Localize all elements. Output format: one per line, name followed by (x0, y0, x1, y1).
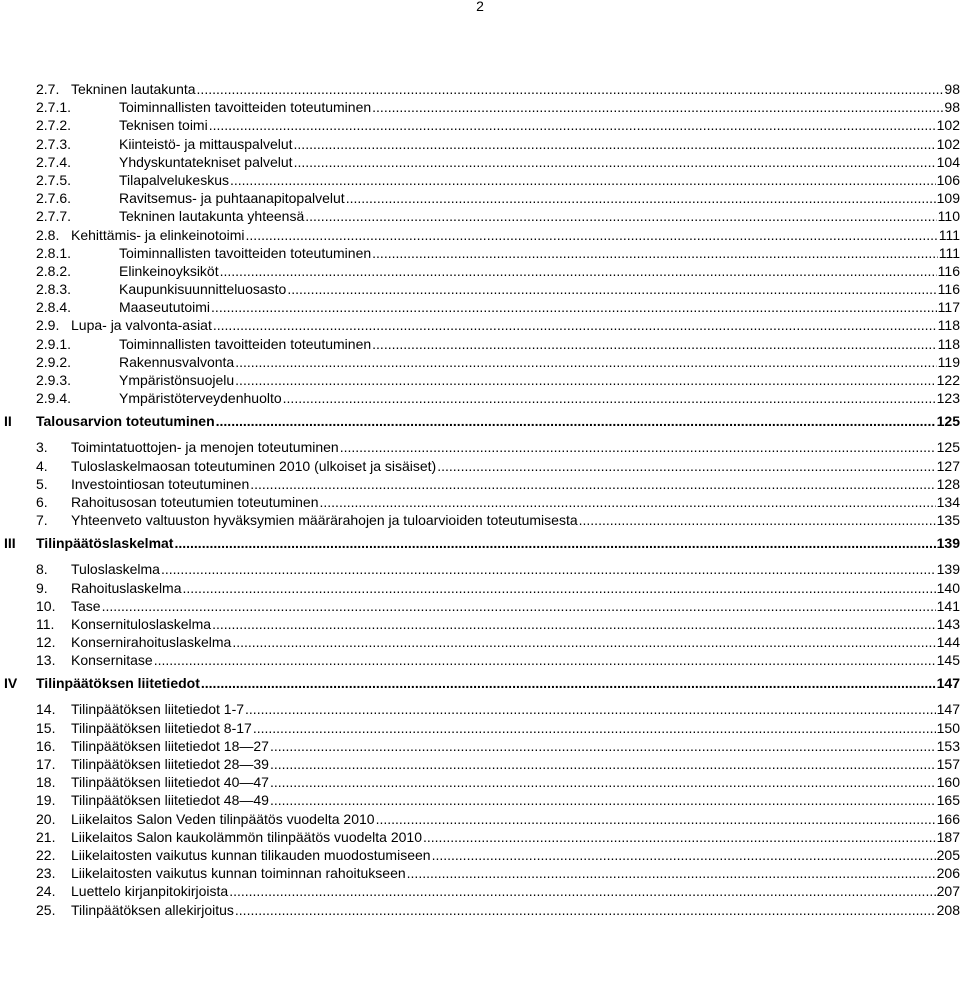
toc-entry-number: 2.7. (36, 81, 60, 97)
toc-entry-page: 118 (937, 317, 960, 334)
toc-entry-title: Investointiosan toteutuminen (71, 475, 250, 492)
toc-entry[interactable] (0, 882, 960, 900)
dot-leader (270, 755, 936, 773)
toc-entry-number: 18. (36, 774, 56, 791)
toc-entry-title: Konsernituloslaskelma (71, 615, 212, 632)
toc-entry-page: 106 (936, 171, 960, 188)
toc-entry-title: Lupa- ja valvonta-asiat (71, 317, 212, 334)
toc-entry[interactable] (0, 353, 960, 371)
toc-entry[interactable] (0, 207, 960, 225)
dot-leader (212, 615, 936, 633)
toc-entry-body (119, 262, 960, 280)
dot-leader (183, 579, 936, 597)
toc-entry-number: 12. (36, 634, 56, 651)
toc-entry-title: Liikelaitos Salon kaukolämmön tilinpäätös vuodelta 2010 (71, 828, 422, 845)
toc-entry-page: 205 (936, 846, 960, 863)
dot-leader (245, 700, 936, 718)
toc-entry-number: 23. (36, 865, 56, 882)
toc-entry-page: 207 (936, 883, 960, 900)
toc-entry[interactable] (0, 98, 960, 116)
toc-entry-body (71, 901, 960, 919)
toc-entry[interactable] (0, 189, 960, 207)
toc-entry-title: Ravitsemus- ja puhtaanapitopalvelut (119, 190, 345, 207)
toc-entry-body (119, 207, 960, 225)
toc-entry-number: 2.7.2. (36, 117, 72, 134)
toc-entry-number: 16. (36, 737, 56, 754)
toc-entry-number: 13. (36, 652, 56, 669)
toc-entry-title: Ympäristöterveydenhuolto (119, 390, 282, 407)
toc-entry-body (119, 135, 960, 153)
toc-entry-page: 208 (936, 901, 960, 918)
toc-entry[interactable] (0, 810, 960, 828)
toc-entry[interactable] (0, 457, 960, 475)
toc-entry[interactable] (0, 371, 960, 389)
toc-entry[interactable] (0, 532, 960, 557)
toc-entry-title: Ympäristönsuojelu (119, 372, 235, 388)
toc-entry-body (71, 719, 960, 737)
toc-entry[interactable] (0, 475, 960, 493)
dot-leader (161, 560, 936, 578)
toc-entry-page: 119 (937, 353, 960, 370)
toc-entry-page: 110 (937, 208, 960, 225)
toc-entry[interactable] (0, 262, 960, 280)
toc-entry-body (119, 171, 960, 189)
toc-entry-number: 2.9.1. (36, 335, 72, 352)
toc-entry-page: 206 (936, 865, 960, 882)
toc-entry-body (71, 457, 960, 475)
toc-entry-title: Kehittämis- ja elinkeinotoimi (71, 226, 245, 243)
dot-leader (209, 116, 936, 134)
toc-entry-title: Maaseututoimi (119, 299, 211, 316)
toc-entry[interactable] (0, 672, 960, 697)
toc-entry[interactable] (0, 438, 960, 456)
toc-entry-number: 19. (36, 792, 56, 809)
toc-entry[interactable] (0, 737, 960, 755)
toc-entry-number: 2.7.1. (36, 99, 72, 116)
toc-entry-page: 128 (936, 475, 960, 492)
toc-entry-title: Yhteenveto valtuuston hyväksymien määrärahojen ja tuloarvioiden toteutumisesta (71, 512, 578, 529)
toc-entry-title: Elinkeinoyksiköt (119, 262, 219, 279)
toc-entry-title: Tilinpäätöksen liitetiedot 8-17 (71, 719, 252, 736)
dot-leader (216, 410, 936, 432)
toc-entry-number: 4. (36, 457, 48, 474)
toc-entry-page: 104 (936, 153, 960, 170)
dot-leader (270, 773, 936, 791)
toc-entry-body (71, 846, 960, 864)
toc-entry-body (71, 810, 960, 828)
toc-entry-body (71, 755, 960, 773)
dot-leader (213, 316, 937, 334)
toc-entry-title: Tekninen lautakunta yhteensä (119, 208, 305, 225)
toc-entry-page: 187 (936, 828, 960, 845)
toc-entry-number: 2.9. (36, 317, 60, 334)
toc-entry[interactable] (0, 700, 960, 718)
toc-entry-body (71, 828, 960, 846)
toc-entry-body (119, 353, 960, 371)
toc-entry-title: Rakennusvalvonta (119, 353, 235, 370)
dot-leader (287, 280, 936, 298)
dot-leader (102, 597, 936, 615)
toc-entry-body (71, 700, 960, 718)
toc-entry-page: 141 (936, 597, 960, 614)
toc-entry-body (71, 80, 960, 98)
toc-entry-number: 17. (36, 756, 56, 772)
toc-entry-number: 2.8.1. (36, 244, 72, 261)
toc-entry-number: 2.7.4. (36, 153, 72, 170)
toc-entry[interactable] (0, 828, 960, 846)
toc-entry[interactable] (0, 773, 960, 791)
toc-entry[interactable] (0, 226, 960, 244)
toc-entry-page: 117 (937, 299, 960, 316)
toc-entry-page: 160 (936, 774, 960, 791)
toc-entry-page: 102 (936, 117, 960, 134)
toc-entry[interactable] (0, 597, 960, 615)
toc-entry-body (71, 737, 960, 755)
toc-entry-page: 125 (936, 439, 960, 456)
toc-entry-body (119, 389, 960, 407)
toc-entry-number: 2.7.3. (36, 135, 72, 152)
toc-entry-title: Toimintatuottojen- ja menojen toteutuminen (71, 439, 339, 456)
toc-entry-page: 111 (938, 244, 960, 261)
toc-entry-page: 102 (936, 135, 960, 152)
toc-entry-page: 145 (936, 652, 960, 669)
toc-entry-page: 111 (938, 226, 960, 243)
dot-leader (437, 457, 935, 475)
toc-entry-title: Luettelo kirjanpitokirjoista (71, 883, 229, 900)
toc-entry-number: 24. (36, 883, 56, 900)
toc-entry-title: Tuloslaskelmaosan toteutuminen 2010 (ulkoiset ja sisäiset) (71, 457, 437, 474)
toc-entry[interactable] (0, 171, 960, 189)
toc-entry[interactable] (0, 615, 960, 633)
dot-leader (270, 791, 936, 809)
toc-entry[interactable] (0, 493, 960, 511)
toc-entry-title: Liikelaitosten vaikutus kunnan tilikauden muodostumiseen (71, 846, 431, 863)
toc-entry-body (119, 189, 960, 207)
toc-entry-title: Teknisen toimi (119, 117, 208, 134)
toc-entry-title: Tilinpäätöksen liitetiedot 1-7 (71, 701, 245, 718)
toc-entry-page: 98 (944, 81, 960, 97)
toc-entry-number: 6. (36, 493, 48, 510)
toc-entry-number: IV (4, 675, 18, 692)
toc-entry-title: Konsernitase (71, 652, 153, 669)
toc-entry-title: Toiminnallisten tavoitteiden toteutuminen (119, 244, 372, 261)
toc-entry-title: Toiminnallisten tavoitteiden toteutuminen (119, 335, 372, 352)
toc-entry-title: Toiminnallisten tavoitteiden toteutuminen (119, 99, 372, 116)
toc-entry-number: 20. (36, 810, 56, 827)
toc-entry-number: 2.8. (36, 226, 60, 243)
table-of-contents (0, 80, 960, 919)
toc-entry-page: 118 (937, 335, 960, 352)
toc-entry[interactable] (0, 846, 960, 864)
toc-entry-page: 147 (936, 701, 960, 718)
toc-entry[interactable] (0, 755, 960, 773)
toc-entry[interactable] (0, 511, 960, 529)
dot-leader (407, 864, 936, 882)
toc-entry-page: 125 (936, 413, 960, 430)
dot-leader (229, 882, 935, 900)
toc-entry-number: 14. (36, 701, 56, 718)
toc-entry-page: 135 (936, 512, 960, 529)
toc-entry-body (71, 475, 960, 493)
toc-entry-number: 15. (36, 719, 56, 736)
toc-entry-page: 166 (936, 810, 960, 827)
toc-entry[interactable] (0, 864, 960, 882)
toc-entry-title: Tuloslaskelma (71, 561, 160, 578)
toc-entry-body (71, 493, 960, 511)
toc-entry-body (71, 438, 960, 456)
toc-entry-body (71, 316, 960, 334)
toc-entry[interactable] (0, 410, 960, 435)
toc-entry-page: 98 (944, 99, 960, 116)
dot-leader (320, 493, 936, 511)
toc-entry-number: 3. (36, 439, 48, 456)
toc-entry-title: Rahoitusosan toteutumien toteutuminen (71, 493, 319, 510)
toc-entry-body (71, 651, 960, 669)
toc-entry-number: 10. (36, 597, 56, 614)
toc-entry-body (36, 672, 960, 694)
dot-leader (154, 651, 936, 669)
toc-entry-body (36, 532, 960, 554)
toc-entry-page: 122 (936, 372, 960, 388)
toc-entry[interactable] (0, 901, 960, 919)
dot-leader (372, 244, 938, 262)
dot-leader (250, 475, 935, 493)
toc-entry-body (71, 226, 960, 244)
toc-entry-number: 2.8.3. (36, 281, 72, 298)
toc-entry-page: 150 (936, 719, 960, 736)
dot-leader (197, 80, 944, 98)
toc-entry[interactable] (0, 135, 960, 153)
toc-entry-title: Talousarvion toteutuminen (36, 410, 216, 432)
toc-entry[interactable] (0, 80, 960, 98)
toc-entry-body (36, 410, 960, 432)
toc-entry-number: 2.7.6. (36, 190, 72, 207)
toc-entry-page: 165 (936, 792, 960, 809)
dot-leader (235, 353, 936, 371)
toc-entry-body (119, 298, 960, 316)
dot-leader (294, 135, 936, 153)
toc-entry-title: Tilinpäätöksen liitetiedot 48—49 (71, 792, 269, 809)
toc-entry[interactable] (0, 719, 960, 737)
dot-leader (232, 633, 935, 651)
toc-entry-number: 11. (36, 615, 55, 632)
dot-leader (376, 810, 936, 828)
toc-entry-page: 140 (936, 579, 960, 596)
dot-leader (579, 511, 936, 529)
dot-leader (432, 846, 936, 864)
toc-entry-body (119, 335, 960, 353)
toc-entry-number: 2.9.3. (36, 372, 72, 388)
dot-leader (235, 901, 936, 919)
dot-leader (201, 672, 936, 694)
toc-entry-title: Tilapalvelukeskus (119, 171, 229, 188)
toc-entry-page: 147 (936, 675, 960, 692)
toc-entry-page: 143 (936, 615, 960, 632)
toc-entry-title: Yhdyskuntatekniset palvelut (119, 153, 293, 170)
toc-entry[interactable] (0, 116, 960, 134)
toc-entry[interactable] (0, 560, 960, 578)
toc-entry-body (71, 511, 960, 529)
toc-entry-title: Kiinteistö- ja mittauspalvelut (119, 135, 293, 152)
toc-entry-page: 134 (936, 493, 960, 510)
dot-leader (270, 737, 936, 755)
toc-entry-number: 2.7.5. (36, 171, 72, 188)
dot-leader (246, 226, 938, 244)
toc-entry[interactable] (0, 335, 960, 353)
toc-entry-body (119, 244, 960, 262)
toc-entry-page: 116 (937, 262, 960, 279)
dot-leader (340, 438, 936, 456)
toc-entry-page: 123 (936, 390, 960, 407)
toc-entry-title: Konsernirahoituslaskelma (71, 634, 232, 651)
toc-entry-number: 2.8.2. (36, 262, 72, 279)
toc-entry-body (71, 773, 960, 791)
toc-entry-number: 9. (36, 579, 48, 596)
toc-entry-page: 116 (937, 281, 960, 298)
toc-entry-body (71, 864, 960, 882)
dot-leader (253, 719, 936, 737)
toc-entry-number: III (4, 535, 16, 552)
dot-leader (372, 98, 943, 116)
toc-entry-page: 139 (936, 561, 960, 578)
toc-entry-number: 2.8.4. (36, 299, 72, 316)
dot-leader (174, 532, 935, 554)
dot-leader (220, 262, 937, 280)
toc-entry[interactable] (0, 280, 960, 298)
toc-entry-title: Tilinpäätöksen liitetiedot 40—47 (71, 774, 269, 791)
toc-entry-page: 144 (936, 634, 960, 651)
toc-entry-number: 2.9.4. (36, 390, 72, 407)
toc-entry-number: II (4, 413, 12, 430)
toc-entry-title: Tilinpäätöksen liitetiedot 28—39 (71, 756, 269, 772)
dot-leader (305, 207, 936, 225)
toc-entry-body (71, 791, 960, 809)
toc-entry-title: Tilinpäätöksen liitetiedot 18—27 (71, 737, 269, 754)
toc-entry-number: 21. (36, 828, 56, 845)
toc-entry-title: Rahoituslaskelma (71, 579, 182, 596)
toc-entry-page: 153 (936, 737, 960, 754)
toc-entry-body (119, 153, 960, 171)
toc-entry-title: Tilinpäätöksen allekirjoitus (71, 901, 234, 918)
toc-entry-page: 139 (936, 535, 960, 552)
toc-entry-title: Tilinpäätöslaskelmat (36, 532, 174, 554)
toc-entry-body (119, 98, 960, 116)
toc-entry-body (71, 560, 960, 578)
toc-entry-number: 5. (36, 475, 48, 492)
toc-entry-body (71, 882, 960, 900)
toc-entry[interactable] (0, 651, 960, 669)
dot-leader (283, 389, 936, 407)
toc-entry-number: 25. (36, 901, 56, 918)
toc-entry-body (71, 579, 960, 597)
toc-entry[interactable] (0, 153, 960, 171)
dot-leader (235, 371, 935, 389)
dot-leader (423, 828, 936, 846)
toc-entry-body (71, 597, 960, 615)
toc-entry-body (71, 615, 960, 633)
dot-leader (372, 335, 937, 353)
toc-entry-page: 157 (936, 756, 960, 772)
toc-entry-number: 2.7.7. (36, 208, 72, 225)
toc-entry-number: 22. (36, 846, 56, 863)
dot-leader (294, 153, 936, 171)
toc-entry-body (119, 371, 960, 389)
toc-entry-title: Liikelaitosten vaikutus kunnan toiminnan rahoitukseen (71, 865, 406, 882)
toc-entry-title: Tase (71, 597, 101, 614)
toc-entry-page: 127 (936, 457, 960, 474)
toc-entry[interactable] (0, 316, 960, 334)
toc-entry[interactable] (0, 244, 960, 262)
toc-entry-title: Tekninen lautakunta (71, 81, 196, 97)
toc-entry[interactable] (0, 579, 960, 597)
toc-entry-title: Kaupunkisuunnitteluosasto (119, 281, 287, 298)
toc-entry-page: 109 (936, 190, 960, 207)
toc-entry-body (119, 116, 960, 134)
toc-entry-title: Liikelaitos Salon Veden tilinpäätös vuodelta 2010 (71, 810, 375, 827)
toc-entry-number: 7. (36, 512, 48, 529)
toc-entry[interactable] (0, 791, 960, 809)
toc-entry-body (119, 280, 960, 298)
dot-leader (211, 298, 937, 316)
toc-entry-number: 8. (36, 561, 48, 578)
dot-leader (230, 171, 936, 189)
page-number: 2 (476, 0, 484, 14)
toc-entry[interactable] (0, 633, 960, 651)
toc-entry[interactable] (0, 389, 960, 407)
dot-leader (346, 189, 936, 207)
toc-entry-body (71, 633, 960, 651)
toc-list (0, 80, 960, 919)
toc-entry-number: 2.9.2. (36, 353, 72, 370)
toc-entry[interactable] (0, 298, 960, 316)
toc-entry-title: Tilinpäätöksen liitetiedot (36, 672, 201, 694)
